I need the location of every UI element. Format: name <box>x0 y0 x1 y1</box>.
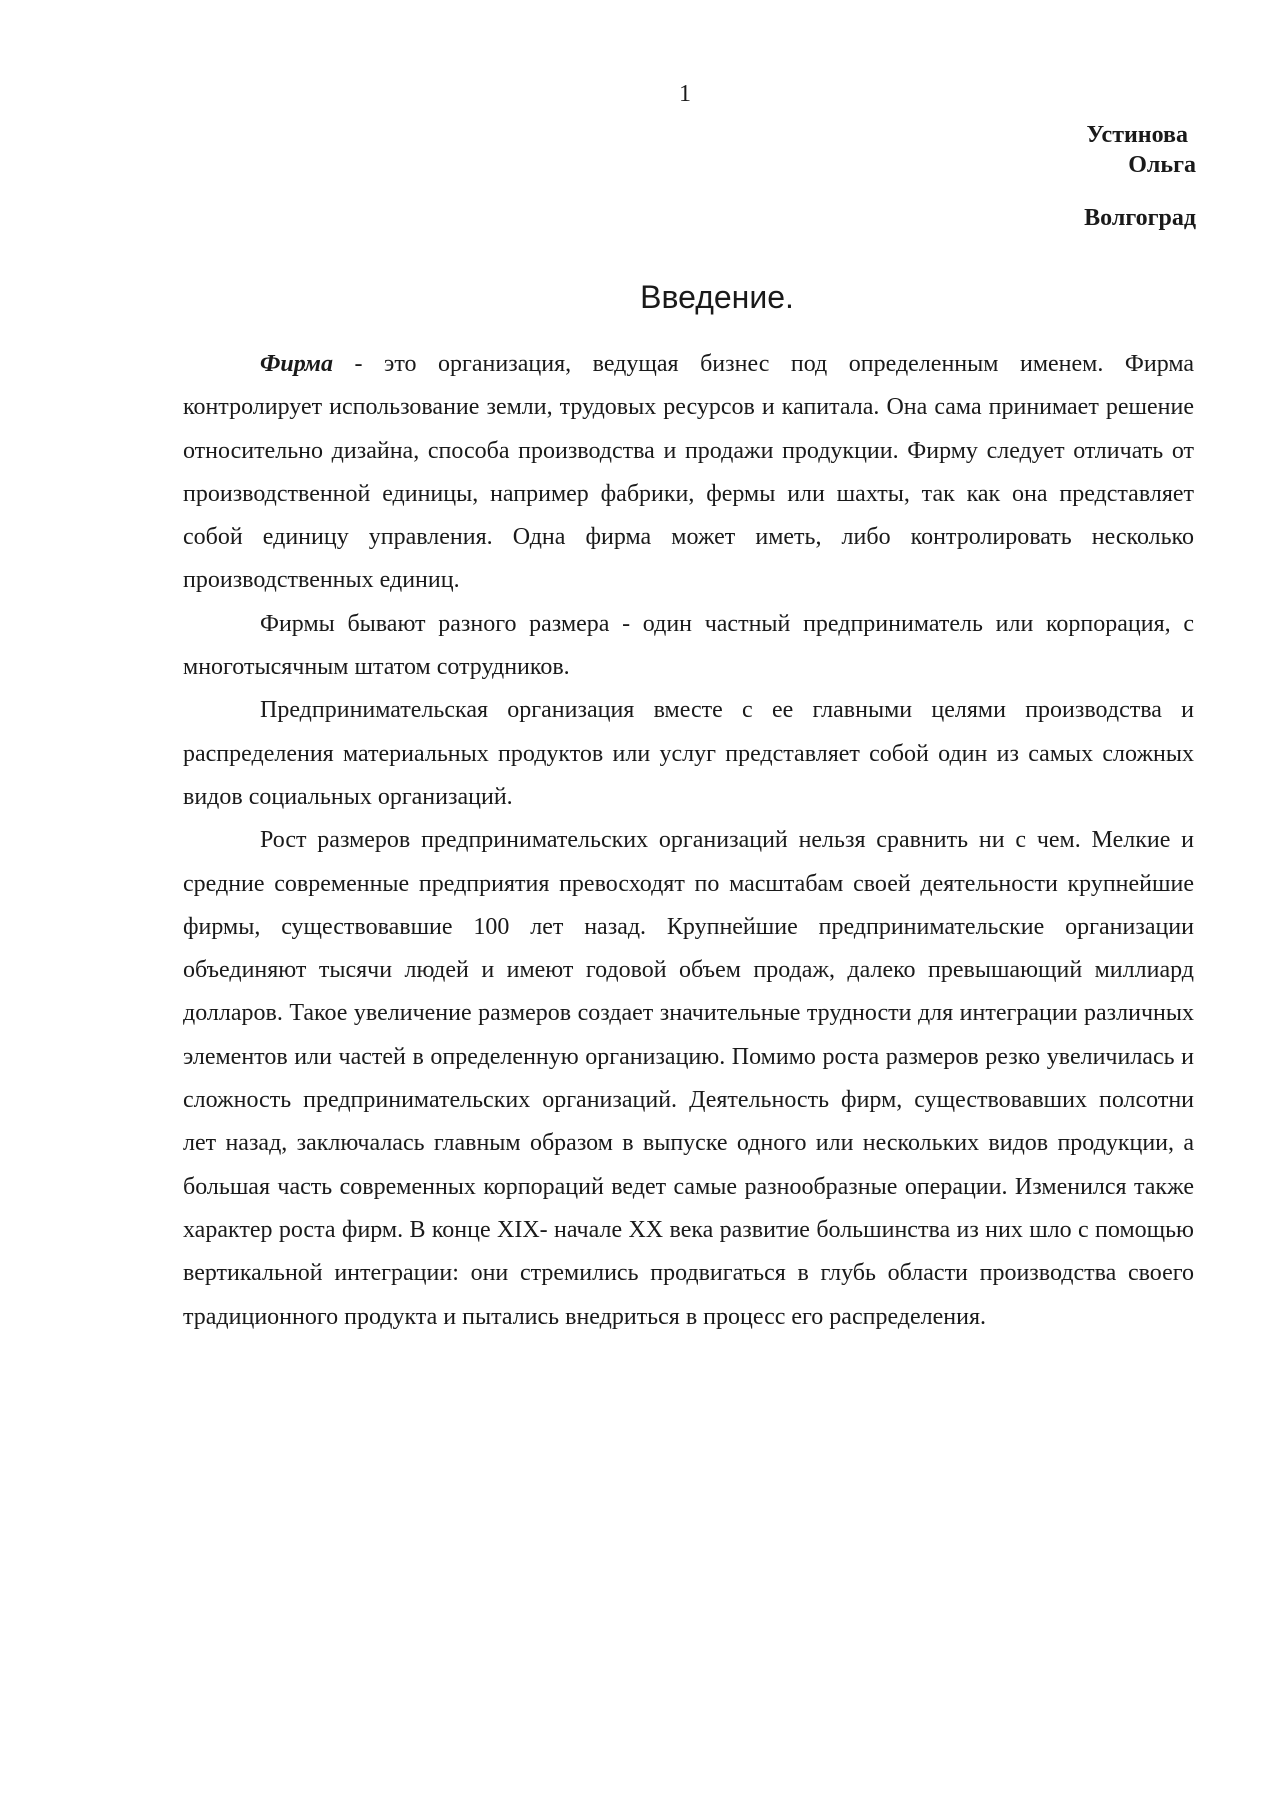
paragraph-4: Рост размеров предпринимательских организаций нельзя сравнить ни с чем. Мелкие и средние современные предприятия превосходят по масштабам своей деятельности крупнейшие фирмы, существовавшие 100 лет назад. Крупнейшие предпринимательские организации объединяют тысячи людей и имеют годовой объем продаж, далеко превышающий миллиард долларов. Такое увеличение размеров создает значительные трудности для интеграции различных элементов или частей в определенную организацию. Помимо роста размеров резко увеличилась и сложность предпринимательских организаций. Деятельность фирм, существовавших полсотни лет назад, заключалась главным образом в выпуске одного или нескольких видов продукции, а большая часть современных корпораций ведет самые разнообразные операции. Изменился также характер роста фирм. В конце XIX- начале XX века развитие большинства из них шло с помощью вертикальной интеграции: они стремились продвигаться в глубь области производства своего традиционного продукта и пытались внедриться в процесс его распределения. <box>183 827 1194 1330</box>
paragraph-1 <box>183 343 1194 603</box>
paragraph-2: Фирмы бывают разного размера - один частный предприниматель или корпорация, с многотысячным штатом сотрудников. <box>183 610 1194 681</box>
author-name: Ольга <box>1128 152 1196 178</box>
paragraph-3: Предпринимательская организация вместе с ее главными целями производства и распределения материальных продуктов или услуг представляет собой один из самых сложных видов социальных организаций. <box>183 697 1194 810</box>
paragraph-1-text: - это организация, ведущая бизнес под определенным именем. Фирма контролирует использование земли, трудовых ресурсов и капитала. Она сама принимает решение относительно дизайна, способа производства и продажи продукции. Фирму следует отличать от производственной единицы, например фабрики, фермы или шахты, так как она представляет собой единицу управления. Одна фирма может иметь, либо контролировать несколько производственных единиц. <box>183 351 1194 594</box>
city: Волгоград <box>1084 205 1196 231</box>
page-title: Введение. <box>640 279 794 316</box>
author-surname: Устинова <box>1086 122 1188 148</box>
term-firma: Фирма <box>260 351 333 377</box>
page-number: 1 <box>679 81 691 107</box>
body-text <box>183 343 1194 1339</box>
author-block <box>1087 120 1196 180</box>
